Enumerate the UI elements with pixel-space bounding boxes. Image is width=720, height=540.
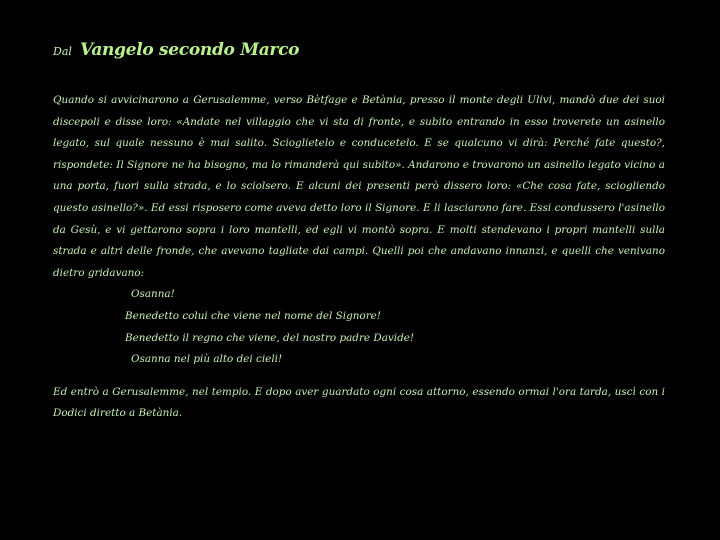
paragraph-temple: Ed entrò a Gerusalemme, nel tempio. E dopo aver guardato ogni cosa attorno, essendo ormai l'ora tarda, uscì con i Dodici diretto a Betània. bbox=[53, 385, 665, 420]
gospel-text bbox=[53, 90, 665, 425]
gospel-title: Vangelo secondo Marco bbox=[80, 40, 300, 60]
header bbox=[53, 40, 299, 60]
spacer bbox=[53, 371, 665, 382]
hymn-line: Benedetto il regno che viene, del nostro padre Davide! bbox=[125, 331, 415, 344]
hosanna-hymn bbox=[53, 284, 665, 370]
hymn-line: Osanna nel più alto dei cieli! bbox=[131, 353, 283, 366]
header-prefix: Dal bbox=[53, 45, 72, 58]
hymn-line: Osanna! bbox=[131, 288, 175, 301]
paragraph-entry-story: Quando si avvicinarono a Gerusalemme, verso Bètfage e Betània, presso il monte degli Ulivi, mandò due dei suoi discepoli e disse loro: «Andate nel villaggio che vi sta di fronte, e subito entrando in esso troverete un asinello legato, sul quale nessuno è mai salito. Scioglietelo e conducetelo. E se qualcuno vi dirà: Perché fate questo?, rispondete: Il Signore ne ha bisogno, ma lo rimanderà qui subito». Andarono e trovarono un asinello legato vicino a una porta, fuori sulla strada, e lo sciolsero. E alcuni dei presenti però dissero loro: «Che cosa fate, sciogliendo questo asinello?». Ed essi risposero come aveva detto loro il Signore. E li lasciarono fare. Essi condussero l'asinello da Gesù, e vi gettarono sopra i loro mantelli, ed egli vi montò sopra. E molti stendevano i propri mantelli sulla strada e altri delle fronde, che avevano tagliate dai campi. Quelli poi che andavano innanzi, e quelli che venivano dietro gridavano: bbox=[53, 94, 665, 279]
hymn-line: Benedetto colui che viene nel nome del Signore! bbox=[125, 309, 381, 322]
